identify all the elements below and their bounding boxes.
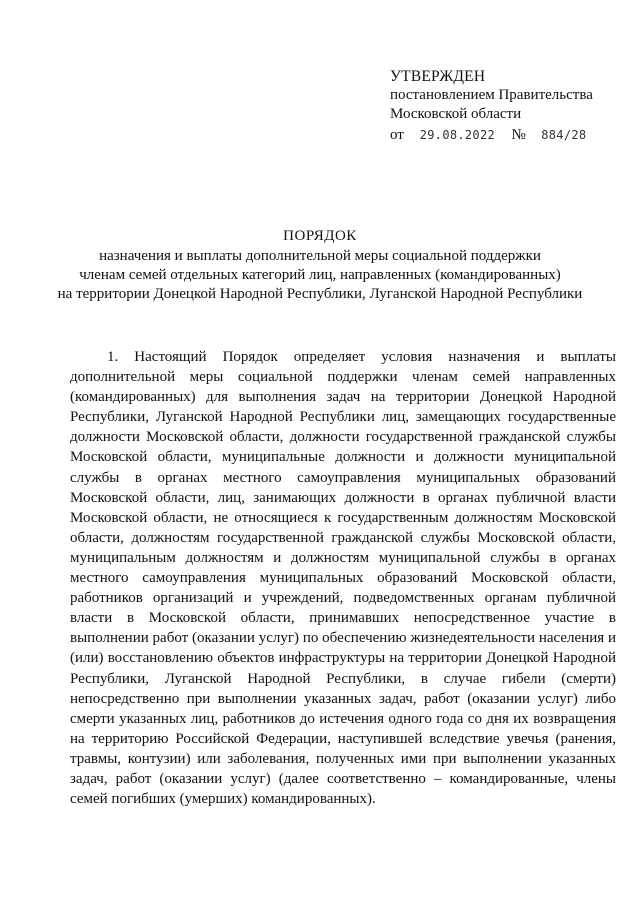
approval-date: 29.08.2022 [419, 128, 495, 142]
approval-line-2: Московской области [390, 106, 522, 122]
approved-heading: УТВЕРЖДЕН [390, 68, 486, 85]
paragraph-1: 1. Настоящий Порядок определяет условия назначения и выплаты дополнительной меры социальной поддержки членам семей направленных (командированных) для выполнения задач на территории Донецкой Народной Республики, Луганской Народной Республики лиц, замещающих государственные должности Московской области, должности государственной гражданской службы Московской области, муниципальные должности и должности муниципальной службы в органах местного самоуправления муниципальных образований Московской области, лиц, занимающих должности в органах публичной власти Московской области, не относящиеся к государственным должностям Московской области, должностям государственной гражданской службы Московской области, муниципальным должностям и должностям муниципальной службы в органах местного самоуправления муниципальных образований Московской области, работников организаций и учреждений, подведомственных органам публичной власти в Московской области, принимавших непосредственное участие в выполнении работ (оказании услуг) по обеспечению жизнедеятельности населения и (или) восстановлению объектов инфраструктуры на территории Донецкой Народной Республики, Луганской Народной Республики, в случае гибели (смерти) непосредственно при выполнении указанных задач, работ (оказании услуг) либо смерти указанных лиц, работников до истечения одного года со дня их возвращения на территорию Российской Федерации, наступившей вследствие увечья (ранения, травмы, контузии) или заболевания, полученных ими при выполнении указанных задач, работ (оказании услуг) (далее соответственно – командированные, члены семей погибших (умерших) командированных). [70, 349, 616, 808]
title-line-1: назначения и выплаты дополнительной меры социальной поддержки [99, 248, 541, 264]
title-line-3: на территории Донецкой Народной Республики, Луганской Народной Республики [57, 286, 583, 302]
approval-block [390, 67, 620, 145]
from-label: от [390, 127, 404, 143]
approval-date-number-row [390, 126, 620, 145]
approval-line-1: постановлением Правительства [390, 87, 593, 103]
title-heading: ПОРЯДОК [283, 228, 357, 244]
title-line-2: членам семей отдельных категорий лиц, направленных (командированных) [79, 267, 561, 283]
number-label: № [511, 127, 526, 143]
document-title [40, 227, 600, 304]
approval-number: 884/28 [541, 128, 587, 142]
